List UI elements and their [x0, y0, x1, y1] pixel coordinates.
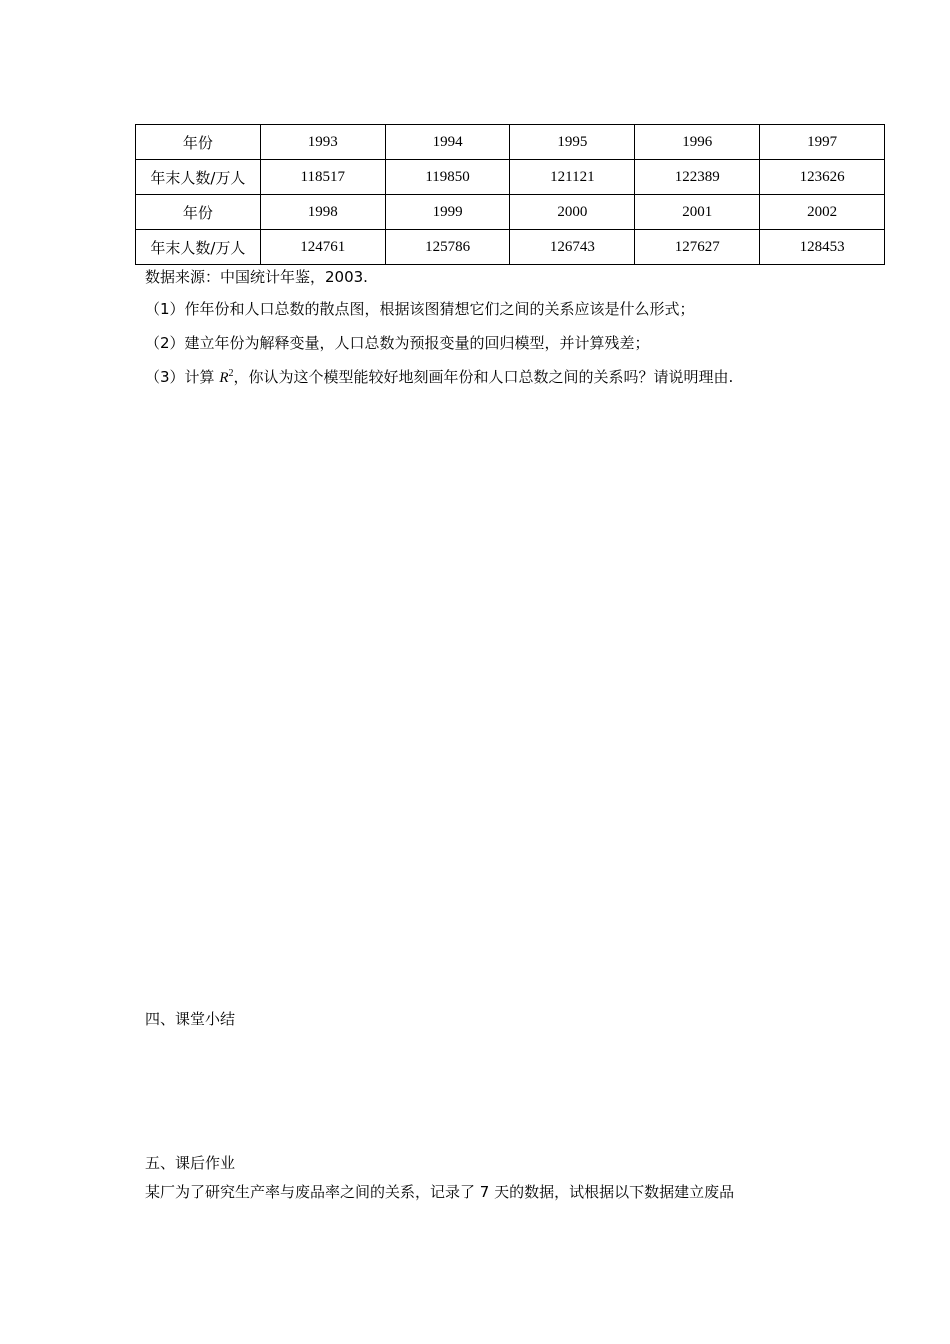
r-variable: R	[219, 370, 229, 386]
table-row	[136, 230, 885, 265]
table-cell: 1995	[510, 125, 635, 160]
section-4-heading: 四、课堂小结	[145, 1010, 236, 1028]
table-cell: 119850	[385, 160, 510, 195]
table-row	[136, 195, 885, 230]
table-cell: 127627	[635, 230, 760, 265]
table-cell: 1996	[635, 125, 760, 160]
table-cell: 年份	[136, 195, 261, 230]
table-cell: 122389	[635, 160, 760, 195]
table-row	[136, 125, 885, 160]
table-cell: 1998	[260, 195, 385, 230]
table-cell: 124761	[260, 230, 385, 265]
population-table	[135, 124, 885, 265]
table-cell: 2002	[760, 195, 885, 230]
question-3-suffix: ，你认为这个模型能较好地刻画年份和人口总数之间的关系吗？请说明理由.	[233, 368, 734, 386]
table-cell: 123626	[760, 160, 885, 195]
table-cell: 125786	[385, 230, 510, 265]
question-2: （2）建立年份为解释变量，人口总数为预报变量的回归模型，并计算残差；	[145, 334, 650, 352]
source-note: 数据来源：中国统计年鉴，2003.	[145, 268, 368, 286]
section-5-text: 某厂为了研究生产率与废品率之间的关系，记录了 7 天的数据，试根据以下数据建立废品	[145, 1183, 735, 1201]
table-cell: 2001	[635, 195, 760, 230]
table-cell: 年末人数/万人	[136, 230, 261, 265]
table-cell: 118517	[260, 160, 385, 195]
question-3-prefix: （3）计算	[145, 368, 220, 386]
table-cell: 126743	[510, 230, 635, 265]
table-cell: 年份	[136, 125, 261, 160]
table-cell: 年末人数/万人	[136, 160, 261, 195]
r-exponent: 2	[228, 368, 234, 379]
question-1: （1）作年份和人口总数的散点图，根据该图猜想它们之间的关系应该是什么形式；	[145, 300, 695, 318]
question-3	[145, 366, 733, 387]
table-cell: 1999	[385, 195, 510, 230]
table-cell: 1997	[760, 125, 885, 160]
table-cell: 2000	[510, 195, 635, 230]
section-5-heading: 五、课后作业	[145, 1154, 236, 1172]
table-cell: 128453	[760, 230, 885, 265]
table-row	[136, 160, 885, 195]
table-cell: 121121	[510, 160, 635, 195]
table-cell: 1994	[385, 125, 510, 160]
table-cell: 1993	[260, 125, 385, 160]
